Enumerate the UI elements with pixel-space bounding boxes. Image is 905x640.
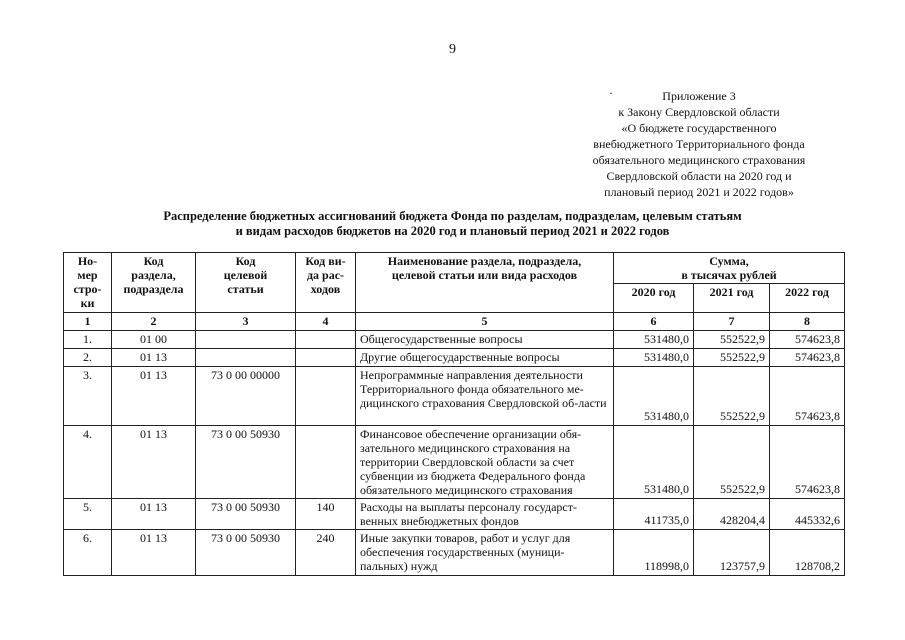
table-row [64, 331, 845, 349]
target-code: 73 0 00 00000 [196, 367, 296, 426]
row-number: 3. [64, 367, 112, 426]
amount-2020: 411735,0 [614, 499, 694, 530]
item-name: Общегосударственные вопросы [356, 331, 614, 349]
appendix-line: обязательного медицинского страхования [592, 153, 806, 167]
item-name: Непрограммные направления деятельности Территориального фонда обязательного ме-дицинского страхования Свердловской об-ласти [356, 367, 614, 426]
column-number-row [64, 313, 845, 331]
appendix-line: к Закону Свердловской области [618, 105, 780, 119]
row-number: 2. [64, 349, 112, 367]
amount-2022: 574623,8 [770, 426, 845, 499]
title-line-1: Распределение бюджетных ассигнований бюджета Фонда по разделам, подразделам, целевым статьям [163, 209, 742, 223]
column-number: 4 [296, 313, 356, 331]
header-target-code: Код целевой статьи [196, 253, 296, 313]
amount-2020: 118998,0 [614, 530, 694, 576]
row-number: 1. [64, 331, 112, 349]
table-row [64, 426, 845, 499]
expense-code [296, 331, 356, 349]
header-section-code: Код раздела, подраздела [112, 253, 196, 313]
amount-2022: 574623,8 [770, 367, 845, 426]
target-code [196, 349, 296, 367]
item-name: Расходы на выплаты персоналу государст-венных внебюджетных фондов [356, 499, 614, 530]
header-2022: 2022 год [770, 284, 845, 313]
target-code: 73 0 00 50930 [196, 426, 296, 499]
column-number: 3 [196, 313, 296, 331]
item-name: Финансовое обеспечение организации обя-зательного медицинского страхования на территории Свердловской области за счет субвенции из бюджета Федерального фонда обязательного медицинского страхования [356, 426, 614, 499]
appendix-line: плановый период 2021 и 2022 годов» [604, 185, 794, 199]
amount-2020: 531480,0 [614, 426, 694, 499]
section-code: 01 13 [112, 367, 196, 426]
appendix-line: Свердловской области на 2020 год и [606, 169, 792, 183]
amount-2021: 552522,9 [694, 367, 770, 426]
amount-2020: 531480,0 [614, 331, 694, 349]
table-row [64, 349, 845, 367]
appendix-line: внебюджетного Территориального фонда [593, 137, 805, 151]
budget-table [63, 252, 845, 576]
item-name: Другие общегосударственные вопросы [356, 349, 614, 367]
column-number: 5 [356, 313, 614, 331]
target-code: 73 0 00 50930 [196, 530, 296, 576]
header-2021: 2021 год [694, 284, 770, 313]
target-code [196, 331, 296, 349]
row-number: 6. [64, 530, 112, 576]
header-expense-code: Код ви- да рас- ходов [296, 253, 356, 313]
appendix-line: Приложение 3 [662, 89, 736, 103]
header-name: Наименование раздела, подраздела, целевой статьи или вида расходов [356, 253, 614, 313]
appendix-line: «О бюджете государственного [621, 121, 777, 135]
header-2020: 2020 год [614, 284, 694, 313]
document-title [0, 209, 905, 239]
expense-code: 240 [296, 530, 356, 576]
header-row-number: Но- мер стро- ки [64, 253, 112, 313]
section-code: 01 13 [112, 426, 196, 499]
amount-2021: 123757,9 [694, 530, 770, 576]
amount-2022: 574623,8 [770, 349, 845, 367]
target-code: 73 0 00 50930 [196, 499, 296, 530]
amount-2020: 531480,0 [614, 349, 694, 367]
expense-code [296, 349, 356, 367]
amount-2021: 428204,4 [694, 499, 770, 530]
header-sum: Сумма, в тысячах рублей [614, 253, 845, 284]
item-name: Иные закупки товаров, работ и услуг для обеспечения государственных (муници-пальных) нужд [356, 530, 614, 576]
section-code: 01 13 [112, 499, 196, 530]
section-code: 01 13 [112, 530, 196, 576]
column-number: 7 [694, 313, 770, 331]
amount-2021: 552522,9 [694, 426, 770, 499]
amount-2021: 552522,9 [694, 349, 770, 367]
amount-2020: 531480,0 [614, 367, 694, 426]
page-number: 9 [449, 42, 456, 57]
row-number: 5. [64, 499, 112, 530]
column-number: 8 [770, 313, 845, 331]
section-code: 01 13 [112, 349, 196, 367]
title-line-2: и видам расходов бюджетов на 2020 год и плановый период 2021 и 2022 годов [235, 224, 670, 238]
amount-2022: 574623,8 [770, 331, 845, 349]
expense-code [296, 426, 356, 499]
section-code: 01 00 [112, 331, 196, 349]
column-number: 6 [614, 313, 694, 331]
column-number: 2 [112, 313, 196, 331]
table-row [64, 530, 845, 576]
amount-2021: 552522,9 [694, 331, 770, 349]
appendix-header [569, 88, 829, 200]
row-number: 4. [64, 426, 112, 499]
table-row [64, 499, 845, 530]
amount-2022: 445332,6 [770, 499, 845, 530]
amount-2022: 128708,2 [770, 530, 845, 576]
table-row [64, 367, 845, 426]
column-number: 1 [64, 313, 112, 331]
stray-dot: · [609, 86, 613, 100]
expense-code [296, 367, 356, 426]
expense-code: 140 [296, 499, 356, 530]
